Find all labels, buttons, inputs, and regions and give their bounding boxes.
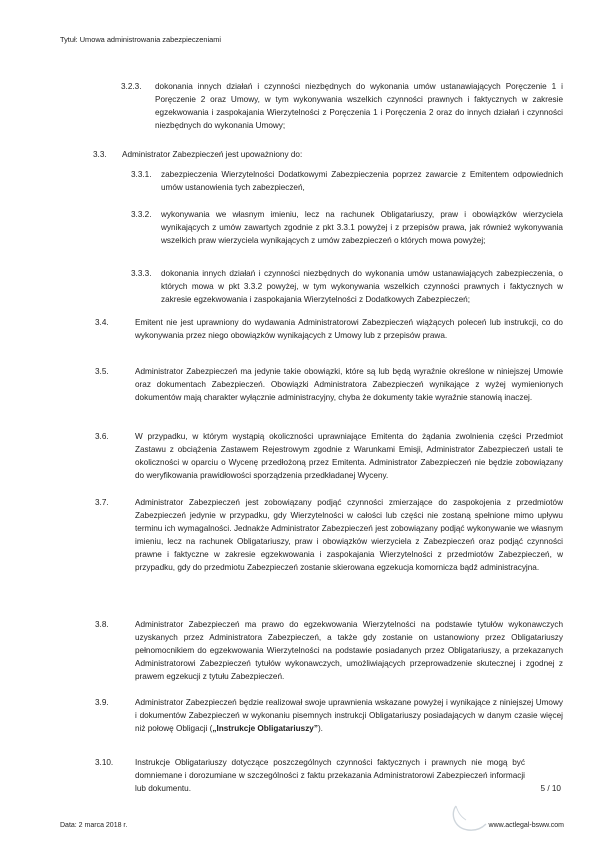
swoosh-logo (448, 800, 488, 834)
clause-number: 3.2.3. (121, 82, 142, 91)
clause-number: 3.3.1. (131, 170, 152, 179)
clause-text: zabezpieczenia Wierzytelności Dodatkowymi Zabezpieczenia poprzez zawarcie z Emitentem odpowiednich umów ustanowienia tych zabezpieczeń, (161, 170, 563, 192)
clause-text: dokonania innych działań i czynności niezbędnych do wykonania umów ustanawiających Poręczenie 1 i Poręczenie 2 oraz Umowy, w tym wykonywania wszelkich czynności prawnych i faktycznych w zakresie egzekwowania i zaspokajania Wierzytelności z Poręczenia 1 i Poręczenia 2 oraz do innych działań i czynności niezbędnych do wykonania Umowy; (155, 82, 563, 130)
clause-number: 3.6. (95, 432, 109, 441)
clause-number: 3.8. (95, 620, 109, 629)
clause-number: 3.5. (95, 367, 109, 376)
page-header: Tytuł: Umowa administrowania zabezpieczeniami (60, 35, 222, 44)
footer-url: www.actlegal-bsww.com (488, 822, 564, 829)
clause-number: 3.3. (93, 150, 107, 159)
clause-text-after: ). (317, 723, 323, 733)
footer-date: Data: 2 marca 2018 r. (60, 822, 128, 829)
clause-text: Administrator Zabezpieczeń jest upoważniony do: (122, 150, 303, 159)
clause-number: 3.9. (95, 698, 109, 707)
clause-text: Instrukcje Obligatariuszy dotyczące poszczególnych czynności faktycznych i prawnych nie mogą być domniemane i dorozumiane w szczególności z faktu przekazania Administratorowi Zabezpieczeń informacji lub dokumentu. (135, 758, 525, 793)
clause-number: 3.10. (95, 758, 114, 767)
clause-text (135, 697, 563, 736)
clause-number: 3.3.2. (131, 210, 152, 219)
page-number: 5 / 10 (540, 784, 561, 793)
clause-text: Administrator Zabezpieczeń ma jedynie takie obowiązki, które są lub będą wyraźnie określone w niniejszej Umowie oraz dokumentach Zabezpieczeń. Obowiązki Administratora Zabezpieczeń wynikające z wyżej wymienionych dokumentów mają charakter wyłącznie administracyjny, chyba że dokumenty takie wyraźnie stanowią inaczej. (135, 367, 563, 402)
clause-number: 3.3.3. (131, 269, 152, 278)
clause-text: dokonania innych działań i czynności niezbędnych do wykonania umów ustanawiających zabezpieczenia, o których mowa w pkt 3.3.2 powyżej, w tym wykonywania wszelkich czynności prawnych i faktycznych w zakresie egzekwowania i zaspokajania Wierzytelności z Dodatkowych Zabezpieczeń; (161, 269, 563, 304)
clause-text: Administrator Zabezpieczeń ma prawo do egzekwowania Wierzytelności na podstawie tytułów wykonawczych uzyskanych przez Administratora Zabezpieczeń, a także gdy zostanie on ustanowiony przez Obligatariuszy pełnomocnikiem do egzekwowania Wierzytelności na podstawie posiadanych przez Obligatariuszy, a przekazanych Administratorowi Zabezpieczeń tytułów wykonawczych, umożliwiających przeprowadzenie skutecznej i zgodnej z prawem egzekucji z tytułu Zabezpieczeń. (135, 620, 563, 681)
clause-text: Administrator Zabezpieczeń jest zobowiązany podjąć czynności zmierzające do zaspokojenia z przedmiotów Zabezpieczeń jedynie w przypadku, gdy Wierzytelności w całości lub części nie zostaną spełnione mimo upływu terminu ich wymagalności. Jednakże Administrator Zabezpieczeń jest zobowiązany podjąć wykonywanie we własnym imieniu, lecz na rachunek Obligatariuszy, praw i obowiązków wierzyciela z Zabezpieczeń oraz podjąć czynności prawne i faktyczne w zakresie egzekwowania i zaspokajania Wierzytelności z przedmiotów Zabezpieczeń, w przypadku, gdy do przedmiotu Zabezpieczeń zostanie skierowana egzekucja komornicza bądź administracyjna. (135, 498, 563, 572)
clause-number: 3.7. (95, 498, 109, 507)
clause-text: wykonywania we własnym imieniu, lecz na rachunek Obligatariuszy, praw i obowiązków wierzyciela wynikających z umów zawartych zgodnie z pkt 3.3.1 powyżej i z przepisów prawa, jak również wykonywania wszelkich praw wierzyciela wynikających z umów zabezpieczeń o których mowa powyżej; (161, 210, 563, 245)
defined-term: „Instrukcje Obligatariuszy” (212, 723, 318, 733)
clause-text-before: Administrator Zabezpieczeń będzie realizował swoje uprawnienia wskazane powyżej i wynikające z niniejszej Umowy i dokumentów Zabezpieczeń w wykonaniu pisemnych instrukcji Obligatariuszy posiadających w danym czasie więcej niż połowę Obligacji ( (135, 698, 563, 733)
clause-number: 3.4. (95, 318, 109, 327)
clause-text: Emitent nie jest uprawniony do wydawania Administratorowi Zabezpieczeń wiążących poleceń lub instrukcji, co do wykonywania przez niego obowiązków wynikających z Umowy lub z przepisów prawa. (135, 318, 563, 340)
clause-text: W przypadku, w którym wystąpią okoliczności uprawniające Emitenta do żądania zwolnienia części Przedmiot Zastawu z obciążenia Zastawem Rejestrowym zgodnie z Warunkami Emisji, Administrator Zabezpieczeń ustali te okoliczności w oparciu o Wycenę przedłożoną przez Emitenta. Administrator Zabezpieczeń nie będzie zobowiązany do weryfikowania prawidłowości sporządzenia przedkładanej Wyceny. (135, 432, 563, 480)
